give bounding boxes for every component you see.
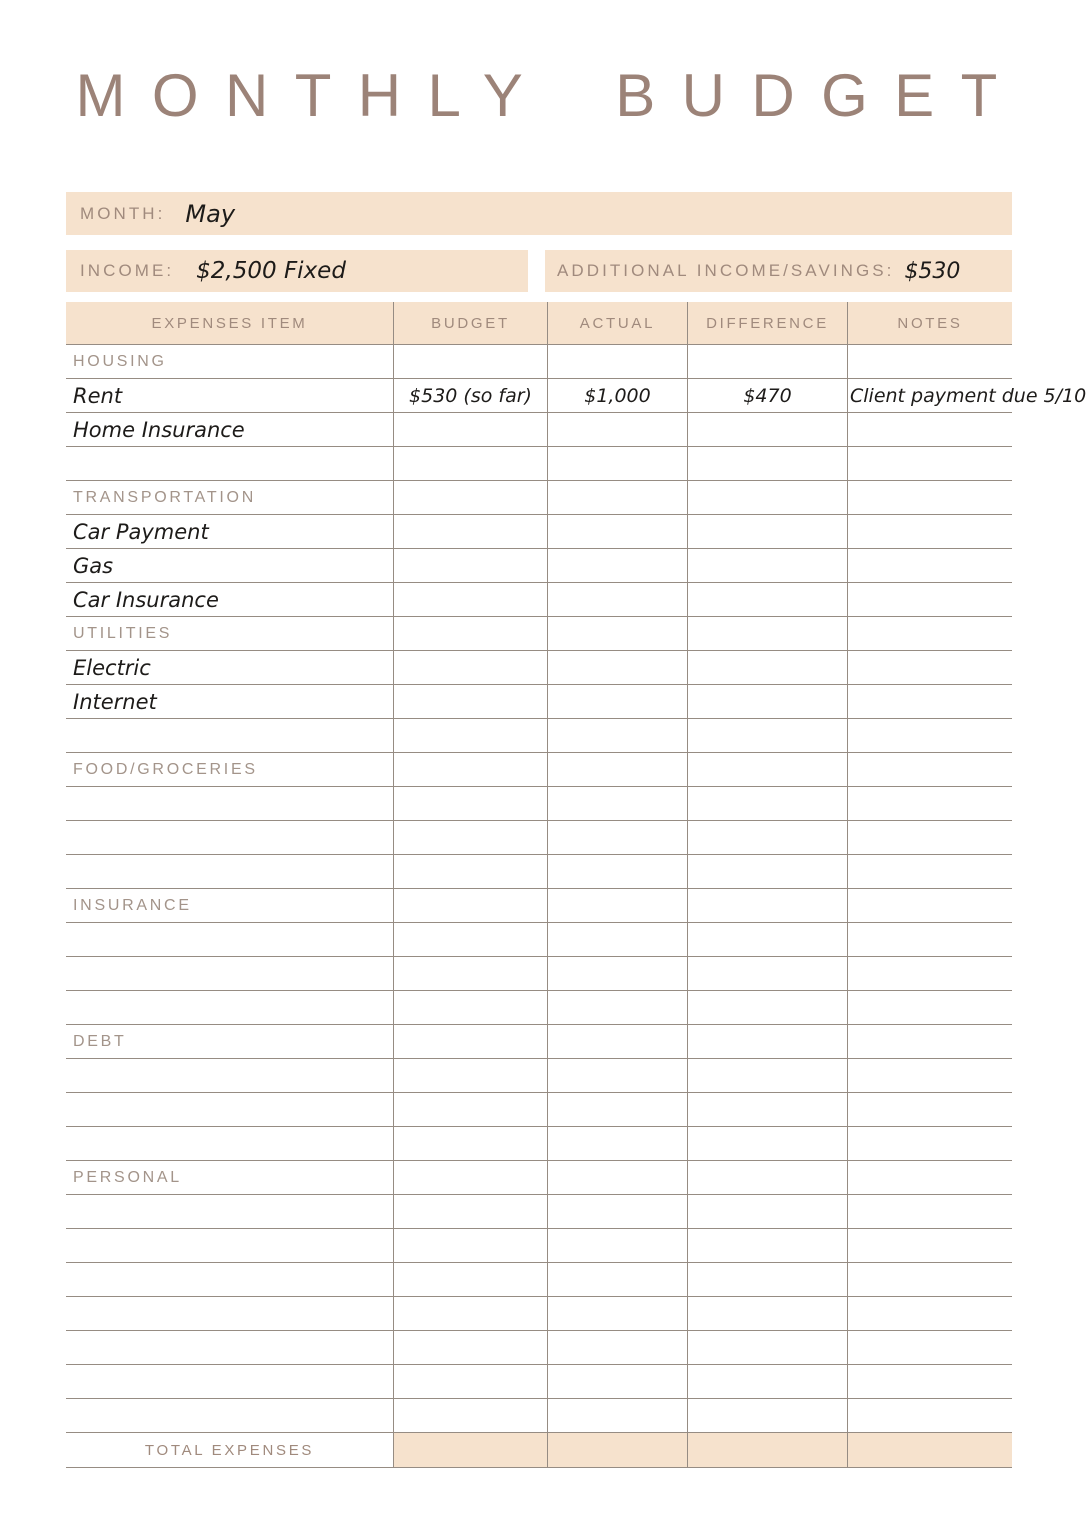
difference-cell: [688, 787, 848, 820]
notes-cell: [848, 1195, 1012, 1228]
actual-cell: [548, 1161, 688, 1194]
budget-cell: [394, 583, 548, 616]
notes-cell: Client payment due 5/10: [850, 384, 1086, 407]
expense-row: [66, 583, 1012, 617]
expense-row: [66, 549, 1012, 583]
notes-cell: [848, 1263, 1012, 1296]
column-header-actual: ACTUAL: [548, 302, 688, 344]
item-cell: [66, 1229, 394, 1262]
actual-cell: [548, 719, 688, 752]
difference-cell: [688, 1263, 848, 1296]
difference-cell: [688, 855, 848, 888]
budget-cell: [394, 889, 548, 922]
empty-row: [66, 821, 1012, 855]
notes-cell: [848, 1297, 1012, 1330]
budget-cell: [394, 447, 548, 480]
total-difference-cell: [688, 1433, 848, 1467]
item-cell: Car Insurance: [66, 583, 394, 616]
actual-cell: [548, 923, 688, 956]
difference-cell: [688, 1161, 848, 1194]
empty-row: [66, 787, 1012, 821]
income-row: [66, 250, 1012, 292]
difference-cell: [688, 1229, 848, 1262]
section-row: [66, 1025, 1012, 1059]
notes-cell: [848, 957, 1012, 990]
expense-row: [66, 413, 1012, 447]
expense-row: [66, 651, 1012, 685]
section-row: [66, 481, 1012, 515]
budget-cell: [394, 1297, 548, 1330]
empty-row: [66, 1127, 1012, 1161]
actual-cell: [548, 753, 688, 786]
additional-income-value: $530: [904, 258, 961, 284]
empty-row: [66, 1365, 1012, 1399]
difference-cell: [688, 1331, 848, 1364]
empty-row: [66, 1331, 1012, 1365]
difference-cell: [688, 413, 848, 446]
notes-cell: [848, 889, 1012, 922]
actual-cell: [548, 651, 688, 684]
budget-cell: [394, 1025, 548, 1058]
empty-row: [66, 1297, 1012, 1331]
actual-cell: [548, 685, 688, 718]
actual-cell: [548, 957, 688, 990]
empty-row: [66, 991, 1012, 1025]
budget-cell: [394, 481, 548, 514]
actual-cell: [548, 345, 688, 378]
item-cell: [66, 923, 394, 956]
item-cell: Rent: [66, 379, 394, 412]
month-label: MONTH:: [80, 203, 166, 223]
notes-cell: [848, 345, 1012, 378]
item-cell: FOOD/GROCERIES: [66, 753, 394, 786]
notes-cell: [848, 447, 1012, 480]
actual-cell: [548, 1127, 688, 1160]
budget-cell: [394, 413, 548, 446]
income-bar: [66, 250, 528, 292]
item-cell: [66, 821, 394, 854]
item-cell: TRANSPORTATION: [66, 481, 394, 514]
difference-cell: [688, 991, 848, 1024]
budget-cell: [394, 753, 548, 786]
budget-cell: [394, 787, 548, 820]
expense-row: [66, 515, 1012, 549]
actual-cell: [548, 413, 688, 446]
actual-cell: [548, 787, 688, 820]
budget-cell: [394, 1059, 548, 1092]
item-cell: [66, 1059, 394, 1092]
item-cell: [66, 447, 394, 480]
item-cell: Internet: [66, 685, 394, 718]
empty-row: [66, 855, 1012, 889]
item-cell: [66, 1331, 394, 1364]
notes-cell: [848, 685, 1012, 718]
item-cell: [66, 787, 394, 820]
budget-cell: [394, 1093, 548, 1126]
page-content: [66, 192, 1086, 1468]
budget-cell: [394, 719, 548, 752]
difference-cell: [688, 889, 848, 922]
difference-cell: [688, 685, 848, 718]
budget-cell: [394, 549, 548, 582]
actual-cell: [548, 1059, 688, 1092]
difference-cell: [688, 345, 848, 378]
empty-row: [66, 447, 1012, 481]
income-value: $2,500 Fixed: [196, 258, 346, 284]
difference-cell: [688, 1195, 848, 1228]
item-cell: UTILITIES: [66, 617, 394, 650]
difference-cell: [688, 617, 848, 650]
additional-income-label: ADDITIONAL INCOME/SAVINGS:: [557, 261, 895, 280]
item-cell: [66, 991, 394, 1024]
notes-cell: [848, 1025, 1012, 1058]
section-row: [66, 753, 1012, 787]
budget-cell: [394, 1399, 548, 1432]
expenses-table: [66, 302, 1086, 1468]
expenses-table-body: [66, 344, 1086, 1433]
budget-cell: [394, 685, 548, 718]
difference-cell: [688, 515, 848, 548]
item-cell: [66, 957, 394, 990]
difference-cell: [688, 1399, 848, 1432]
budget-cell: [394, 1127, 548, 1160]
expense-row: [66, 379, 1086, 413]
actual-cell: [548, 1195, 688, 1228]
budget-cell: [394, 515, 548, 548]
budget-cell: [394, 617, 548, 650]
column-header-expenses-item: EXPENSES ITEM: [66, 302, 394, 344]
actual-cell: [548, 1297, 688, 1330]
difference-cell: [688, 821, 848, 854]
page-title: MONTHLY BUDGET: [75, 62, 1024, 129]
item-cell: [66, 1263, 394, 1296]
item-cell: Home Insurance: [66, 413, 394, 446]
budget-cell: [394, 821, 548, 854]
column-header-notes: NOTES: [897, 314, 963, 332]
notes-cell: [848, 651, 1012, 684]
item-cell: [66, 719, 394, 752]
column-header-difference: DIFFERENCE: [688, 302, 848, 344]
notes-cell: [848, 1127, 1012, 1160]
actual-cell: [548, 1331, 688, 1364]
budget-cell: [394, 1229, 548, 1262]
item-cell: [66, 1195, 394, 1228]
notes-cell: [848, 753, 1012, 786]
difference-cell: [688, 651, 848, 684]
actual-cell: [548, 1229, 688, 1262]
total-expenses-label: TOTAL EXPENSES: [66, 1433, 394, 1467]
total-actual-cell: [548, 1433, 688, 1467]
actual-cell: [548, 1399, 688, 1432]
budget-cell: [394, 923, 548, 956]
section-row: [66, 889, 1012, 923]
column-header-budget: BUDGET: [394, 302, 548, 344]
notes-cell: [848, 855, 1012, 888]
notes-cell: [848, 1399, 1012, 1432]
difference-cell: [688, 1025, 848, 1058]
item-cell: PERSONAL: [66, 1161, 394, 1194]
total-budget-cell: [394, 1433, 548, 1467]
budget-cell: [394, 1161, 548, 1194]
item-cell: Gas: [66, 549, 394, 582]
actual-cell: [548, 1263, 688, 1296]
difference-cell: [688, 1127, 848, 1160]
empty-row: [66, 1263, 1012, 1297]
notes-cell: [848, 1161, 1012, 1194]
difference-cell: [688, 1093, 848, 1126]
difference-cell: [688, 1297, 848, 1330]
notes-cell: [848, 821, 1012, 854]
item-cell: Car Payment: [66, 515, 394, 548]
budget-cell: [394, 957, 548, 990]
budget-cell: [394, 1195, 548, 1228]
actual-cell: [548, 889, 688, 922]
actual-cell: [548, 1025, 688, 1058]
actual-cell: [548, 1093, 688, 1126]
notes-cell: [848, 1331, 1012, 1364]
budget-cell: [394, 991, 548, 1024]
actual-cell: [548, 583, 688, 616]
income-label: INCOME:: [80, 261, 175, 280]
actual-cell: [548, 855, 688, 888]
difference-cell: [688, 923, 848, 956]
notes-cell: [848, 991, 1012, 1024]
actual-cell: [548, 447, 688, 480]
empty-row: [66, 1399, 1012, 1433]
difference-cell: [688, 481, 848, 514]
notes-cell: [848, 923, 1012, 956]
empty-row: [66, 1059, 1012, 1093]
notes-cell: [848, 1229, 1012, 1262]
item-cell: DEBT: [66, 1025, 394, 1058]
empty-row: [66, 1195, 1012, 1229]
budget-cell: [394, 1365, 548, 1398]
empty-row: [66, 1229, 1012, 1263]
section-row: [66, 617, 1012, 651]
notes-cell: [848, 787, 1012, 820]
item-cell: [66, 1127, 394, 1160]
item-cell: INSURANCE: [66, 889, 394, 922]
actual-cell: [548, 549, 688, 582]
month-value: May: [185, 199, 236, 228]
item-cell: Electric: [66, 651, 394, 684]
actual-cell: [548, 515, 688, 548]
section-row: [66, 1161, 1012, 1195]
empty-row: [66, 923, 1012, 957]
month-bar: [66, 192, 1012, 235]
budget-cell: [394, 855, 548, 888]
item-cell: [66, 1093, 394, 1126]
expenses-table-header: [66, 302, 1012, 344]
difference-cell: [688, 447, 848, 480]
notes-cell: [848, 1059, 1012, 1092]
item-cell: [66, 855, 394, 888]
total-notes-cell: [848, 1433, 1012, 1467]
item-cell: [66, 1297, 394, 1330]
actual-cell: [548, 991, 688, 1024]
expense-row: [66, 685, 1012, 719]
budget-cell: $530 (so far): [394, 379, 548, 412]
actual-cell: [548, 1365, 688, 1398]
difference-cell: $470: [688, 379, 848, 412]
item-cell: [66, 1399, 394, 1432]
item-cell: [66, 1365, 394, 1398]
section-row: [66, 345, 1012, 379]
difference-cell: [688, 719, 848, 752]
budget-cell: [394, 1263, 548, 1296]
difference-cell: [688, 1365, 848, 1398]
difference-cell: [688, 549, 848, 582]
actual-cell: $1,000: [548, 379, 688, 412]
notes-cell: [848, 413, 1012, 446]
difference-cell: [688, 753, 848, 786]
actual-cell: [548, 821, 688, 854]
notes-cell: [848, 583, 1012, 616]
actual-cell: [548, 481, 688, 514]
notes-cell: [848, 617, 1012, 650]
difference-cell: [688, 957, 848, 990]
actual-cell: [548, 617, 688, 650]
budget-cell: [394, 651, 548, 684]
budget-cell: [394, 345, 548, 378]
item-cell: HOUSING: [66, 345, 394, 378]
notes-cell: [848, 549, 1012, 582]
notes-cell: [848, 719, 1012, 752]
difference-cell: [688, 583, 848, 616]
notes-cell: [848, 1093, 1012, 1126]
empty-row: [66, 1093, 1012, 1127]
total-expenses-row: [66, 1433, 1012, 1468]
notes-cell: [848, 515, 1012, 548]
budget-cell: [394, 1331, 548, 1364]
empty-row: [66, 957, 1012, 991]
notes-cell: [848, 481, 1012, 514]
empty-row: [66, 719, 1012, 753]
additional-income-bar: [545, 250, 1012, 292]
notes-cell: [848, 1365, 1012, 1398]
difference-cell: [688, 1059, 848, 1092]
